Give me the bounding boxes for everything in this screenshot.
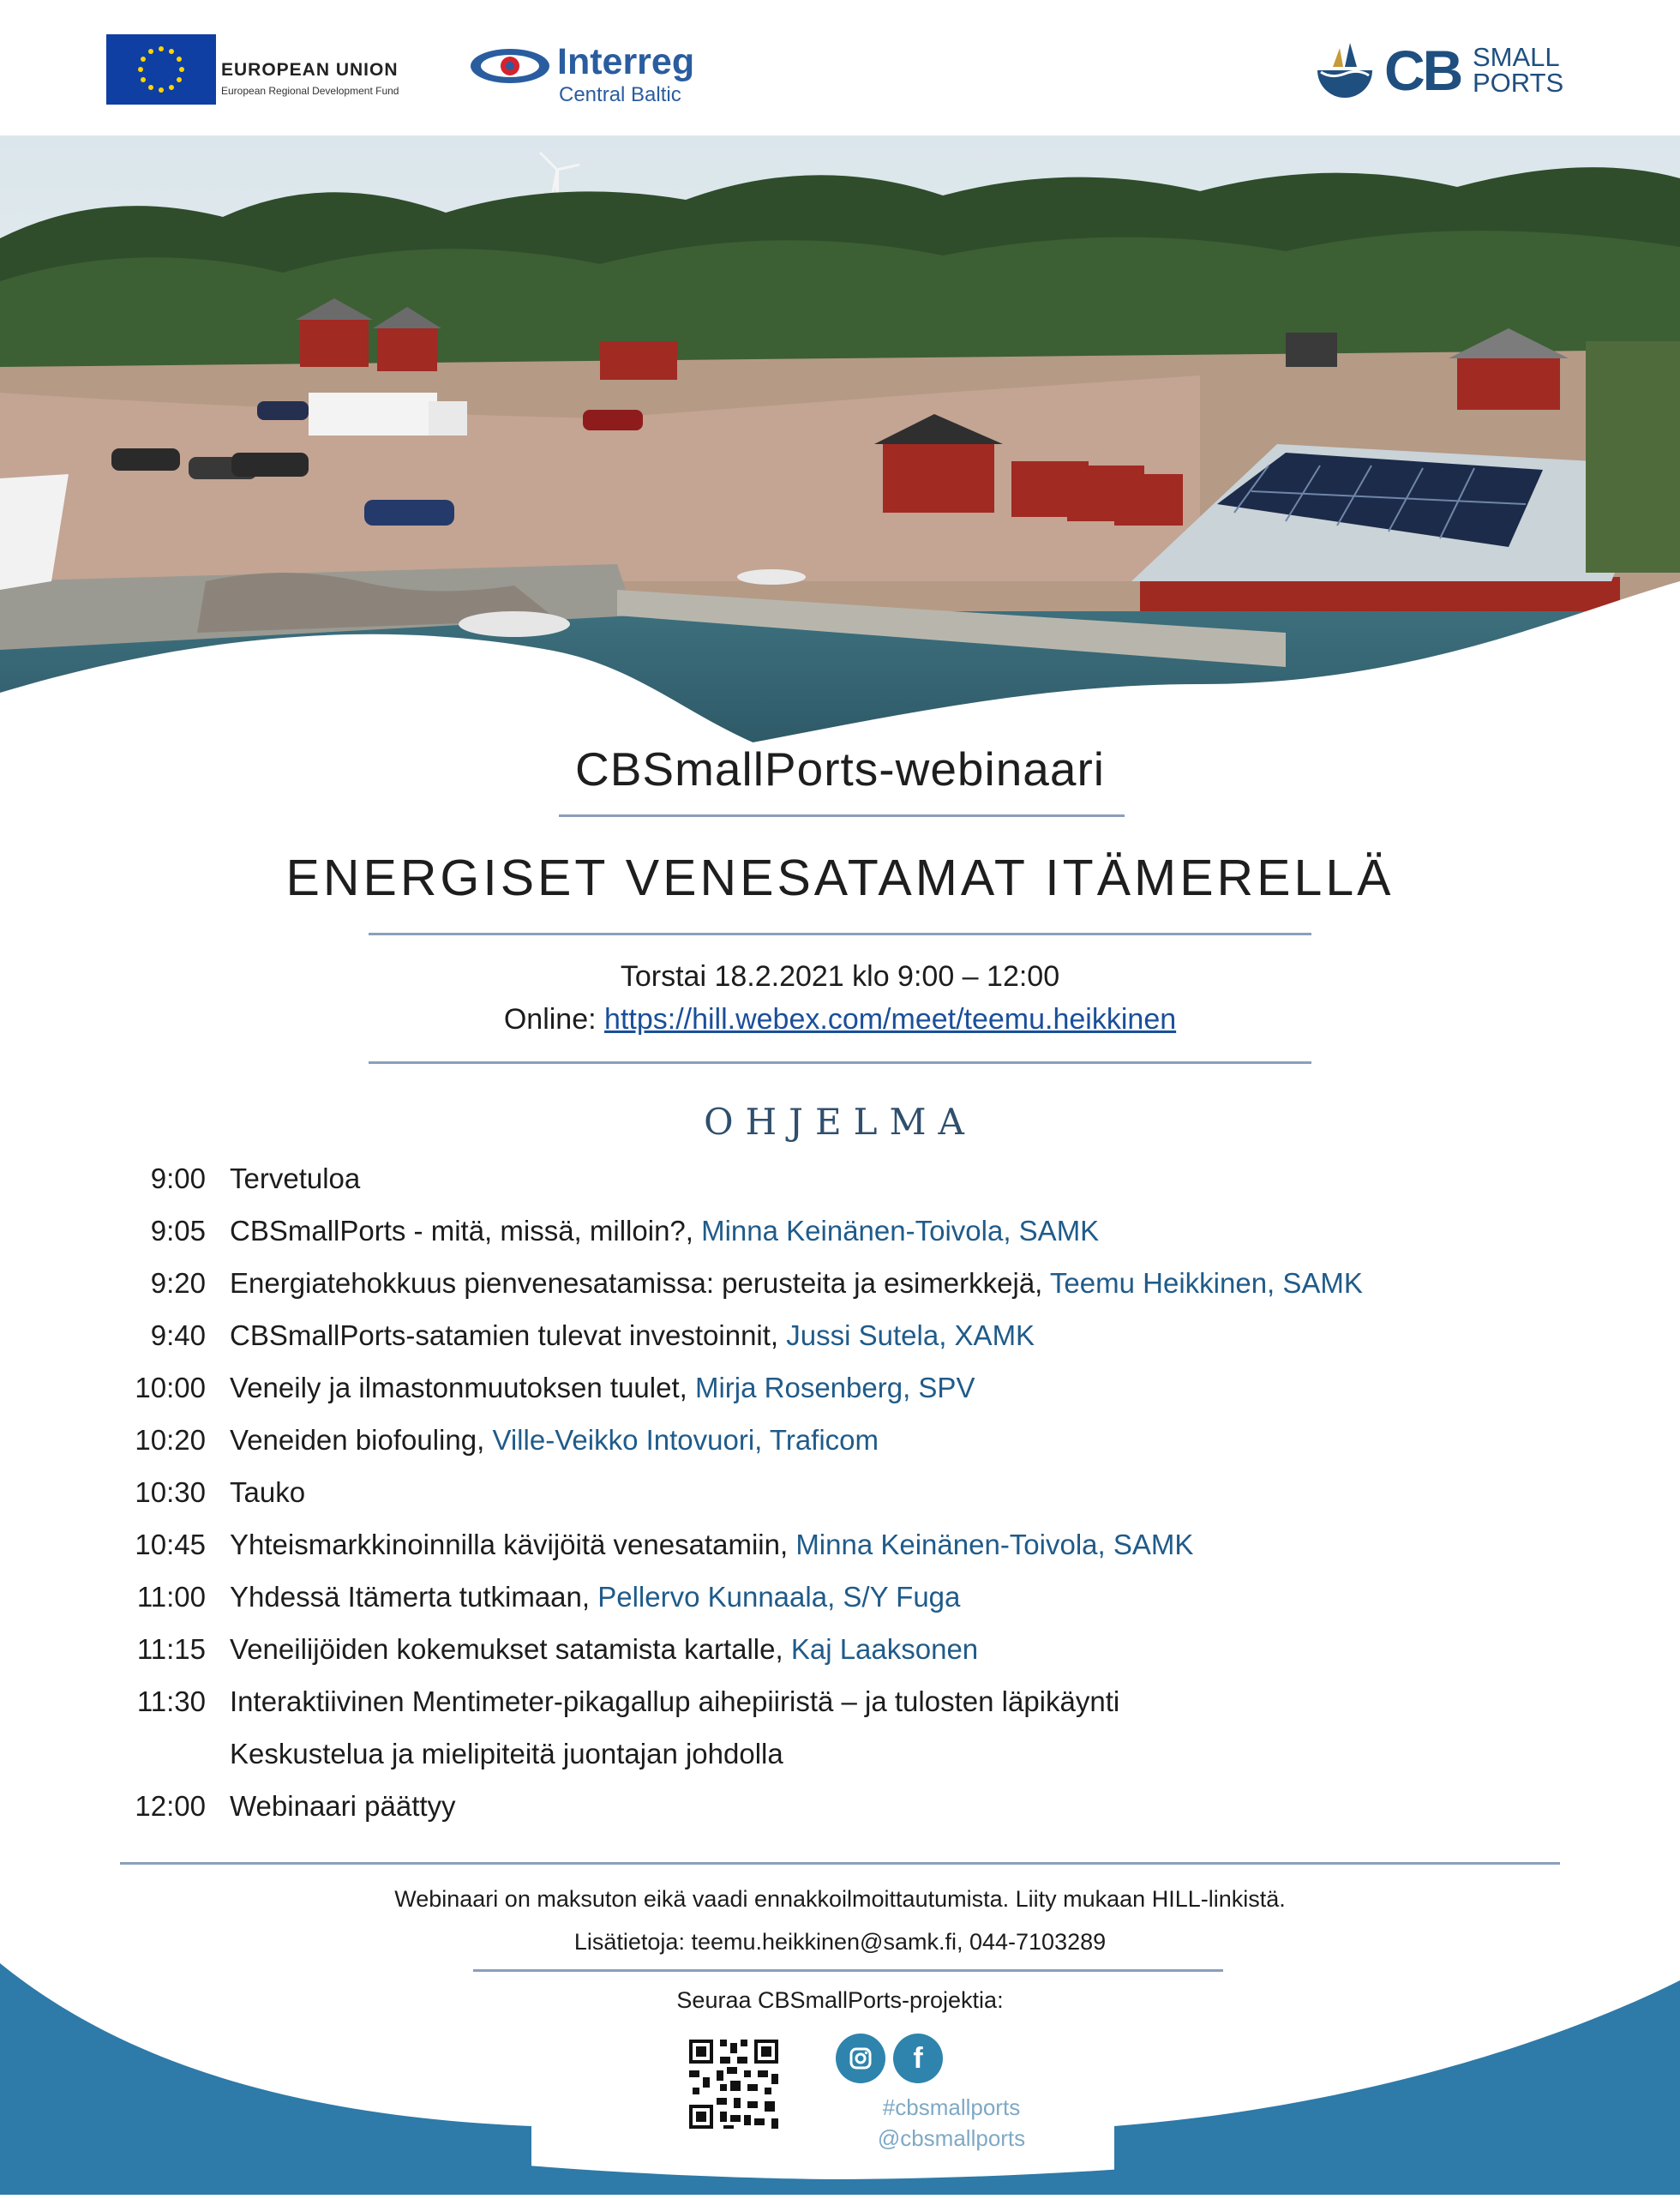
- agenda-time: 9:20: [150, 1267, 206, 1299]
- agenda-topic: Tauko: [230, 1476, 306, 1508]
- agenda-time: 11:00: [136, 1581, 206, 1613]
- agenda-topic: CBSmallPorts-satamien tulevat investoinnit,: [230, 1319, 787, 1351]
- agenda-time: 10:45: [135, 1529, 206, 1560]
- agenda-list: [111, 1163, 1586, 1842]
- divider: [559, 814, 1125, 817]
- eu-title: EUROPEAN UNION: [221, 60, 399, 80]
- hashtag: #cbsmallports: [882, 2094, 1021, 2120]
- agenda-row: [111, 1267, 1586, 1319]
- agenda-row: [111, 1163, 1586, 1215]
- agenda-time: 9:00: [150, 1163, 206, 1194]
- agenda-row: [111, 1633, 1586, 1685]
- cbsmallports-cb: CB: [1384, 39, 1461, 102]
- agenda-time: 9:05: [150, 1215, 206, 1247]
- agenda-time: 11:30: [136, 1685, 206, 1717]
- follow-label: Seuraa CBSmallPorts-projektia:: [676, 1987, 1004, 2013]
- agenda-row: [111, 1372, 1586, 1424]
- online-line: [0, 1003, 1680, 1036]
- divider: [369, 1061, 1311, 1064]
- webex-link[interactable]: https://hill.webex.com/meet/teemu.heikkinen: [604, 1003, 1177, 1036]
- event-title: ENERGISET VENESATAMAT ITÄMERELLÄ: [285, 850, 1395, 906]
- agenda-topic: Veneilijöiden kokemukset satamista kartalle,: [230, 1633, 791, 1665]
- agenda-topic: Yhdessä Itämerta tutkimaan,: [230, 1581, 598, 1613]
- interreg-logo-icon: [467, 43, 553, 89]
- agenda-row: [111, 1738, 1586, 1790]
- online-label: Online:: [503, 1003, 605, 1036]
- agenda-topic: Yhteismarkkinoinnilla kävijöitä venesatamiin,: [230, 1529, 796, 1560]
- interreg-name: Interreg: [557, 41, 695, 82]
- agenda-topic: CBSmallPorts - mitä, missä, milloin?,: [230, 1215, 702, 1247]
- cbsmallports-text: [1473, 42, 1564, 98]
- agenda-speaker: Pellervo Kunnaala, S/Y Fuga: [597, 1581, 961, 1613]
- agenda-topic: Veneiden biofouling,: [230, 1424, 493, 1456]
- qr-code[interactable]: [686, 2036, 782, 2132]
- event-date: Torstai 18.2.2021 klo 9:00 – 12:00: [620, 960, 1060, 993]
- instagram-icon[interactable]: [836, 2034, 885, 2083]
- agenda-time: 11:15: [136, 1633, 206, 1665]
- agenda-speaker: Jussi Sutela, XAMK: [786, 1319, 1035, 1351]
- agenda-topic: Keskustelua ja mielipiteitä juontajan johdolla: [230, 1738, 783, 1769]
- agenda-row: [111, 1215, 1586, 1267]
- agenda-row: [111, 1319, 1586, 1372]
- eu-subtitle: European Regional Development Fund: [221, 85, 399, 97]
- agenda-time: 10:30: [135, 1476, 206, 1508]
- cbsmallports-small: SMALL: [1473, 42, 1560, 72]
- agenda-row: [111, 1685, 1586, 1738]
- agenda-row: [111, 1581, 1586, 1633]
- agenda-row: [111, 1476, 1586, 1529]
- contact-info: Lisätietoja: teemu.heikkinen@samk.fi, 044-7103289: [573, 1929, 1107, 1955]
- eu-logo-text: [221, 60, 399, 97]
- agenda-speaker: Teemu Heikkinen, SAMK: [1049, 1267, 1363, 1299]
- cbsmallports-ports: PORTS: [1473, 68, 1564, 98]
- agenda-time: 10:00: [135, 1372, 206, 1403]
- agenda-speaker: Ville-Veikko Intovuori, Traficom: [492, 1424, 879, 1456]
- divider: [120, 1862, 1560, 1865]
- agenda-topic: Interaktiivinen Mentimeter-pikagallup aihepiiristä – ja tulosten läpikäynti: [230, 1685, 1120, 1717]
- agenda-time: 9:40: [150, 1319, 206, 1351]
- agenda-topic: Webinaari päättyy: [230, 1790, 456, 1822]
- program-title: OHJELMA: [704, 1101, 976, 1143]
- harbor-photo: [0, 135, 1680, 770]
- agenda-speaker: Mirja Rosenberg, SPV: [694, 1372, 975, 1403]
- webinar-label: CBSmallPorts-webinaari: [574, 742, 1106, 796]
- agenda-row: [111, 1790, 1586, 1842]
- agenda-topic: Energiatehokkuus pienvenesatamissa: perusteita ja esimerkkejä,: [230, 1267, 1050, 1299]
- agenda-speaker: Minna Keinänen-Toivola, SAMK: [701, 1215, 1100, 1247]
- agenda-time: 10:20: [135, 1424, 206, 1456]
- agenda-row: [111, 1529, 1586, 1581]
- divider: [369, 933, 1311, 935]
- free-note: Webinaari on maksuton eikä vaadi ennakkoilmoittautumista. Liity mukaan HILL-linkistä.: [394, 1886, 1286, 1912]
- interreg-region: Central Baltic: [559, 83, 681, 106]
- eu-flag-logo: [106, 34, 216, 105]
- agenda-speaker: Minna Keinänen-Toivola, SAMK: [795, 1529, 1194, 1560]
- agenda-speaker: Kaj Laaksonen: [790, 1633, 979, 1665]
- agenda-row: [111, 1424, 1586, 1476]
- cbsmallports-logo-icon: [1314, 41, 1376, 98]
- agenda-topic: Veneily ja ilmastonmuutoksen tuulet,: [230, 1372, 695, 1403]
- agenda-time: 12:00: [135, 1790, 206, 1822]
- social-handle: @cbsmallports: [877, 2125, 1026, 2151]
- facebook-icon[interactable]: f: [893, 2034, 943, 2083]
- agenda-topic: Tervetuloa: [230, 1163, 361, 1194]
